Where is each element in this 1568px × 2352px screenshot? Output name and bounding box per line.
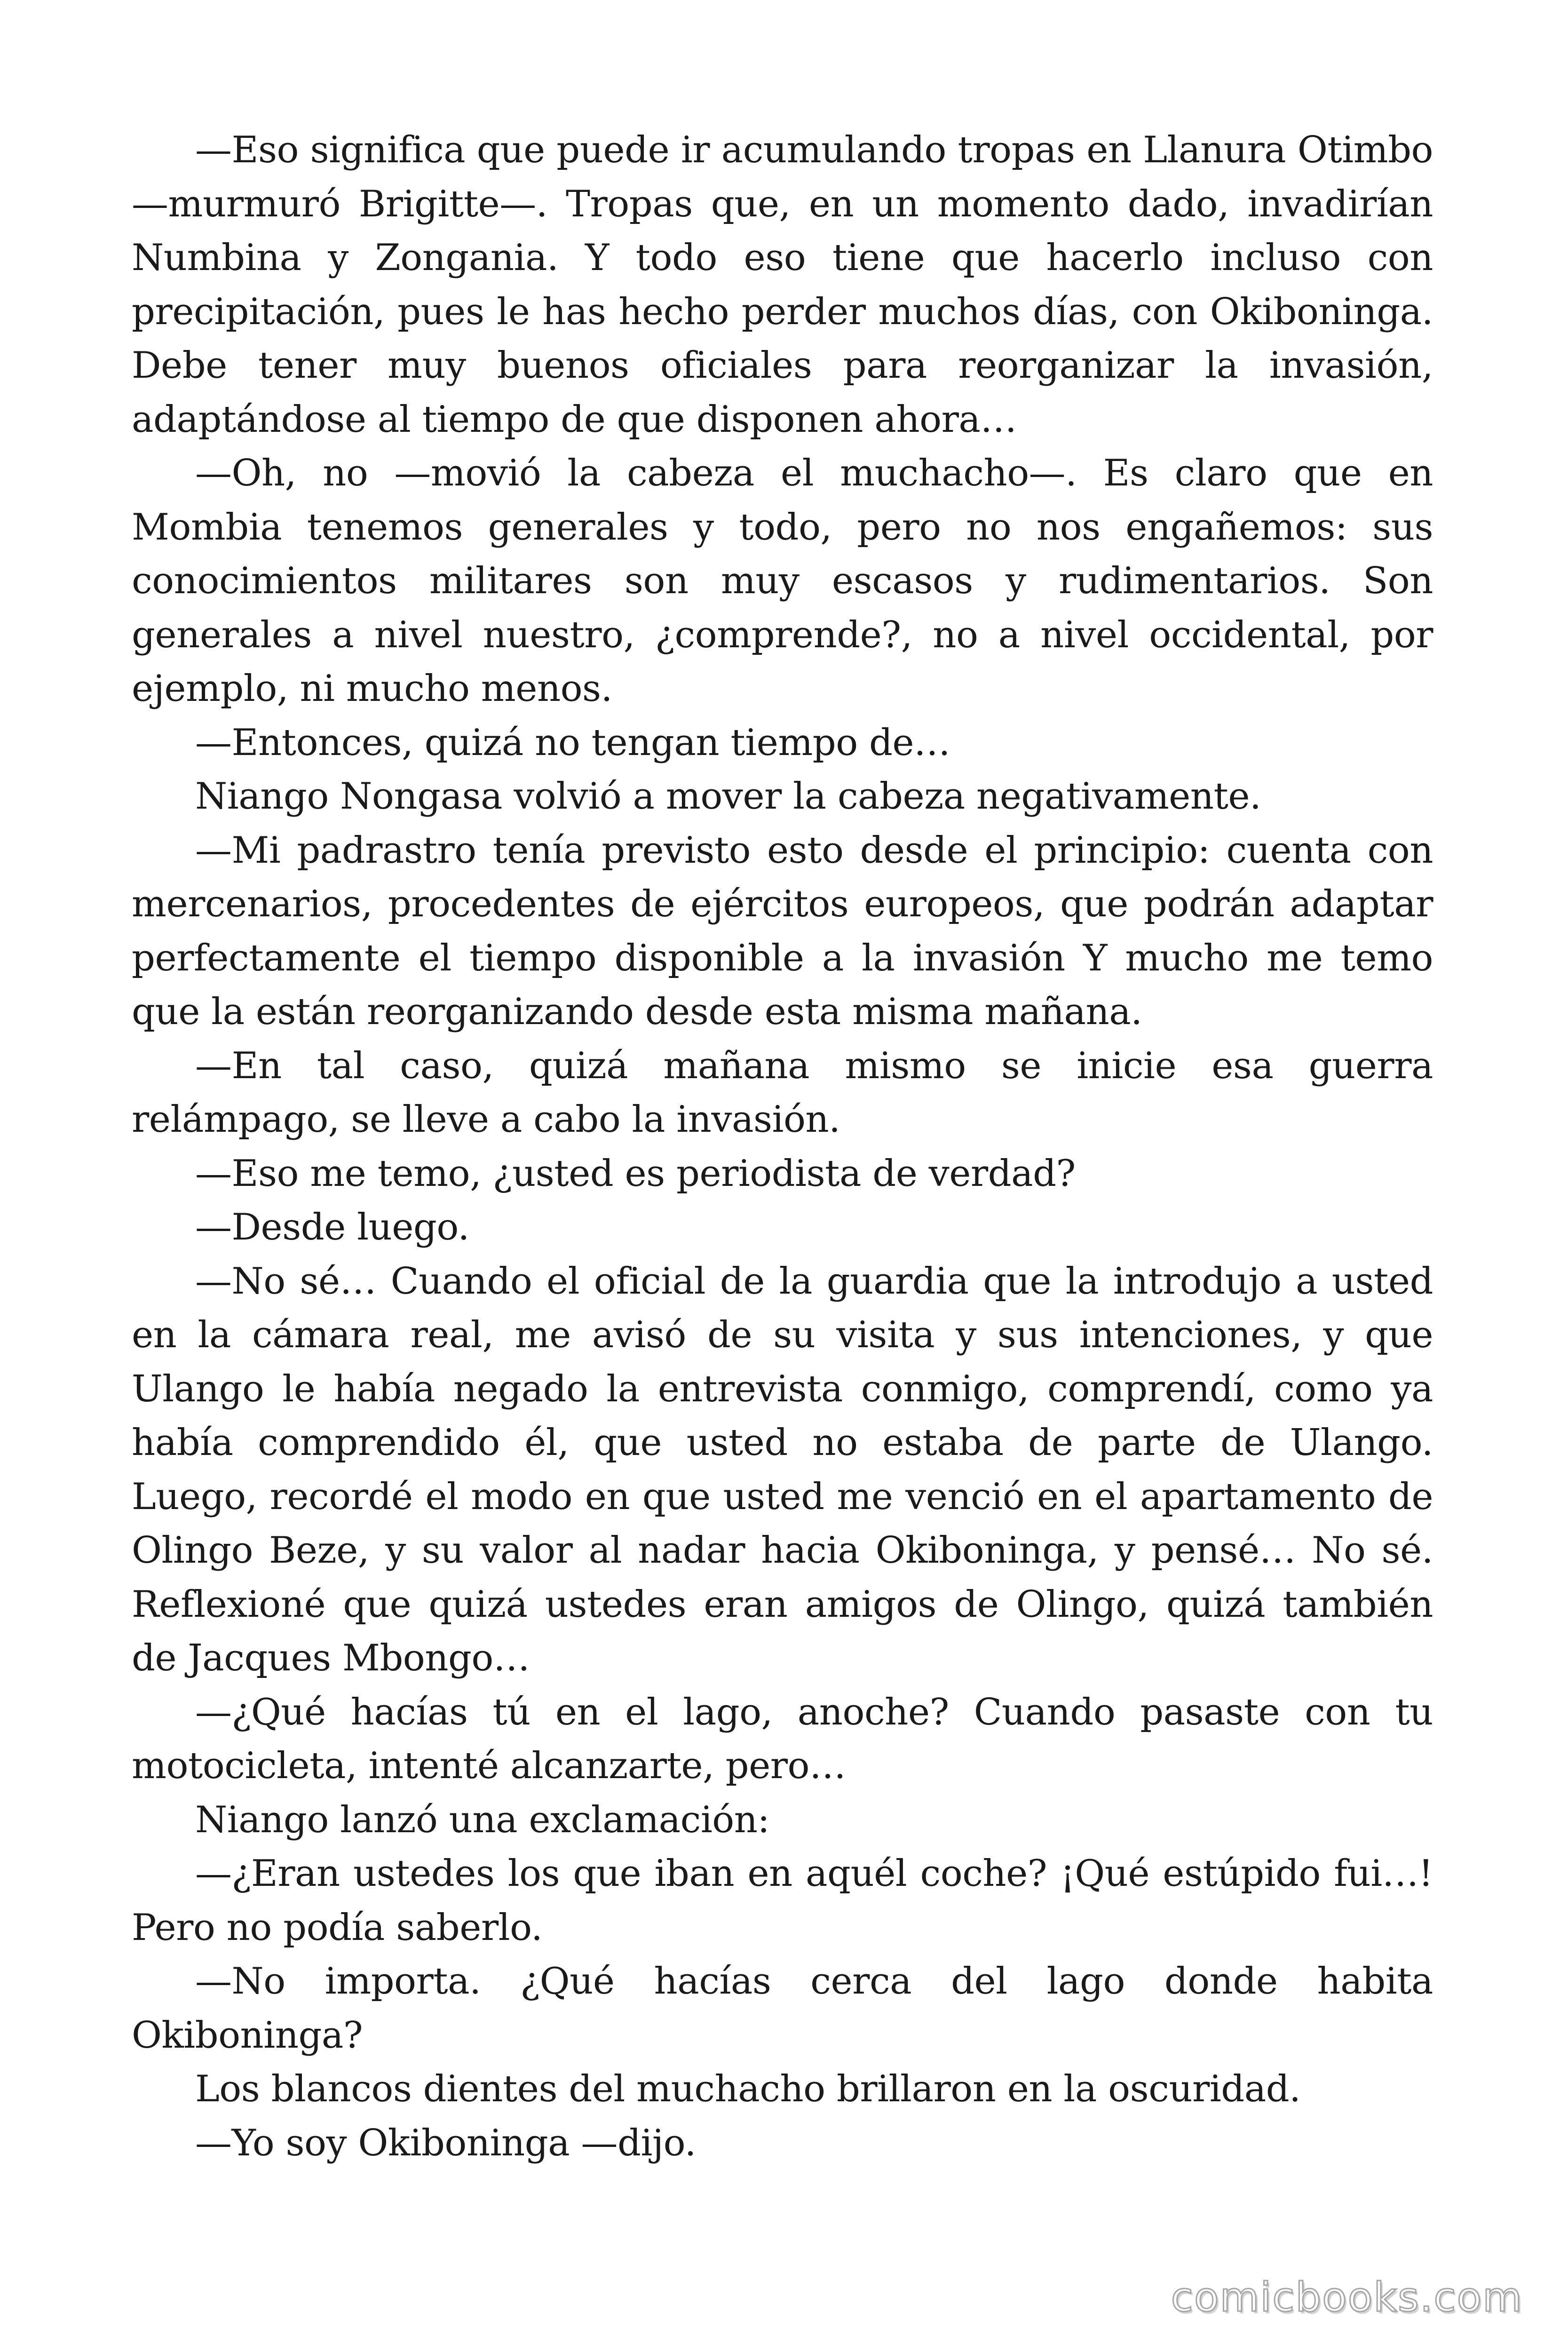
paragraph: —Entonces, quizá no tengan tiempo de…: [195, 721, 950, 764]
paragraph: —¿Qué hacías tú en el lago, anoche? Cuando pasaste con tu motocicleta, intenté alcanzarte, pero…: [132, 1691, 1433, 1787]
paragraph: —Oh, no —movió la cabeza el muchacho—. Es claro que en Mombia tenemos generales y todo, pero no nos engañemos: sus conocimientos militares son muy escasos y rudimentarios. Son generales a nivel nuestro, ¿comprende?, no a nivel occidental, por ejemplo, ni mucho menos.: [132, 452, 1433, 710]
paragraph: —En tal caso, quizá mañana mismo se inicie esa guerra relámpago, se lleve a cabo la invasión.: [132, 1044, 1433, 1141]
paragraph: Niango lanzó una exclamación:: [195, 1798, 770, 1841]
paragraph: —¿Eran ustedes los que iban en aquél coche? ¡Qué estúpido fui…! Pero no podía saberlo.: [132, 1852, 1433, 1949]
paragraph: —No sé… Cuando el oficial de la guardia que la introdujo a usted en la cámara real, me avisó de su visita y sus intenciones, y que Ulango le había negado la entrevista conmigo, comprendí, como ya había comprendido él, que usted no estaba de parte de Ulango. Luego, recordé el modo en que usted me venció en el apartamento de Olingo Beze, y su valor al nadar hacia Okiboninga, y pensé… No sé. Reflexioné que quizá ustedes eran amigos de Olingo, quizá también de Jacques Mbongo…: [132, 1260, 1433, 1679]
paragraph: —Eso significa que puede ir acumulando tropas en Llanura Otimbo —murmuró Brigitte—. Tropas que, en un momento dado, invadirían Numbina y Zongania. Y todo eso tiene que hacerlo incluso con precipitación, pues le has hecho perder muchos días, con Okiboninga. Debe tener muy buenos oficiales para reorganizar la invasión, adaptándose al tiempo de que disponen ahora…: [132, 129, 1433, 441]
page-body-text: [132, 123, 1433, 2170]
watermark: comicbooks.com: [1171, 2274, 1523, 2321]
paragraph: —No importa. ¿Qué hacías cerca del lago donde habita Okiboninga?: [132, 1960, 1433, 2057]
paragraph: Los blancos dientes del muchacho brillaron en la oscuridad.: [195, 2068, 1301, 2110]
paragraph: —Mi padrastro tenía previsto esto desde el principio: cuenta con mercenarios, procedentes de ejércitos europeos, que podrán adaptar perfectamente el tiempo disponible a la invasión Y mucho me temo que la están reorganizando desde esta misma mañana.: [132, 829, 1433, 1033]
paragraph: —Eso me temo, ¿usted es periodista de verdad?: [195, 1152, 1076, 1195]
paragraph: —Yo soy Okiboninga —dijo.: [195, 2122, 696, 2164]
paragraph: —Desde luego.: [195, 1206, 469, 1248]
paragraph: Niango Nongasa volvió a mover la cabeza negativamente.: [195, 775, 1261, 818]
